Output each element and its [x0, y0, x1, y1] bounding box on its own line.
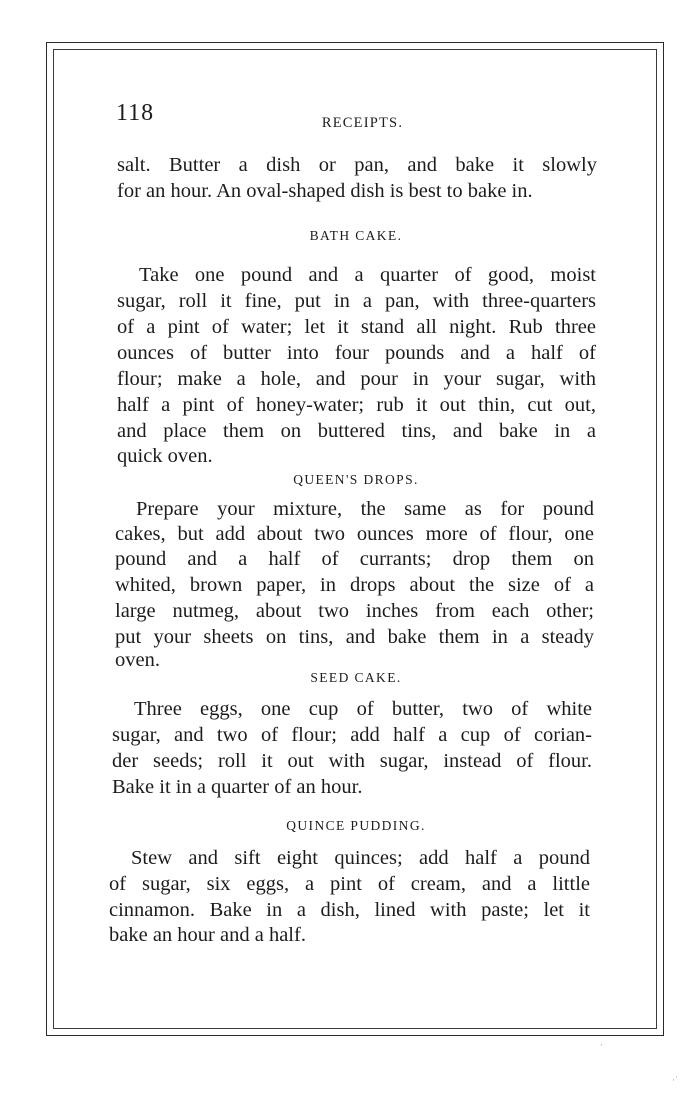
recipe-line: of a pint of water; let it stand all night. Rub three	[117, 316, 596, 338]
recipe-heading-quince-pudding: QUINCE PUDDING.	[286, 818, 426, 833]
intro-line: salt. Butter a dish or pan, and bake it slowly	[117, 154, 597, 176]
page-number: 118	[116, 100, 155, 126]
recipe-line: cinnamon. Bake in a dish, lined with paste; let it	[109, 899, 590, 921]
recipe-heading-queens-drops: QUEEN'S DROPS.	[293, 472, 419, 487]
recipe-line: Prepare your mixture, the same as for pound	[136, 498, 594, 520]
scan-speck: ·˙	[672, 1075, 678, 1085]
recipe-line: flour; make a hole, and pour in your sugar, with	[117, 368, 596, 390]
recipe-heading-bath-cake: BATH CAKE.	[309, 228, 403, 243]
recipe-line: whited, brown paper, in drops about the size of a	[115, 574, 594, 596]
recipe-line: put your sheets on tins, and bake them in a steady	[115, 626, 594, 648]
recipe-line: Three eggs, one cup of butter, two of white	[134, 698, 592, 720]
scan-speck: ·	[600, 1040, 603, 1050]
recipe-line: large nutmeg, about two inches from each other;	[115, 600, 594, 622]
recipe-line: sugar, roll it fine, put in a pan, with three-quarters	[117, 290, 596, 312]
intro-line: for an hour. An oval-shaped dish is best to bake in.	[117, 180, 533, 202]
recipe-line: cakes, but add about two ounces more of flour, one	[115, 523, 594, 545]
recipe-line: of sugar, six eggs, a pint of cream, and a little	[109, 873, 590, 895]
recipe-line: oven.	[115, 649, 160, 671]
recipe-line: and place them on buttered tins, and bake in a	[117, 420, 596, 442]
recipe-line: Bake it in a quarter of an hour.	[112, 776, 363, 798]
recipe-line: sugar, and two of flour; add half a cup of corian-	[112, 724, 592, 746]
recipe-line: pound and a half of currants; drop them on	[115, 548, 594, 570]
recipe-line: Stew and sift eight quinces; add half a pound	[131, 847, 590, 869]
recipe-line: ounces of butter into four pounds and a half of	[117, 342, 596, 364]
recipe-heading-seed-cake: SEED CAKE.	[310, 670, 402, 685]
recipe-line: half a pint of honey-water; rub it out thin, cut out,	[117, 394, 596, 416]
running-head: RECEIPTS.	[321, 115, 404, 131]
recipe-line: bake an hour and a half.	[109, 924, 306, 946]
recipe-line: der seeds; roll it out with sugar, instead of flour.	[112, 750, 592, 772]
recipe-line: quick oven.	[117, 445, 213, 467]
recipe-line: Take one pound and a quarter of good, moist	[139, 264, 596, 286]
